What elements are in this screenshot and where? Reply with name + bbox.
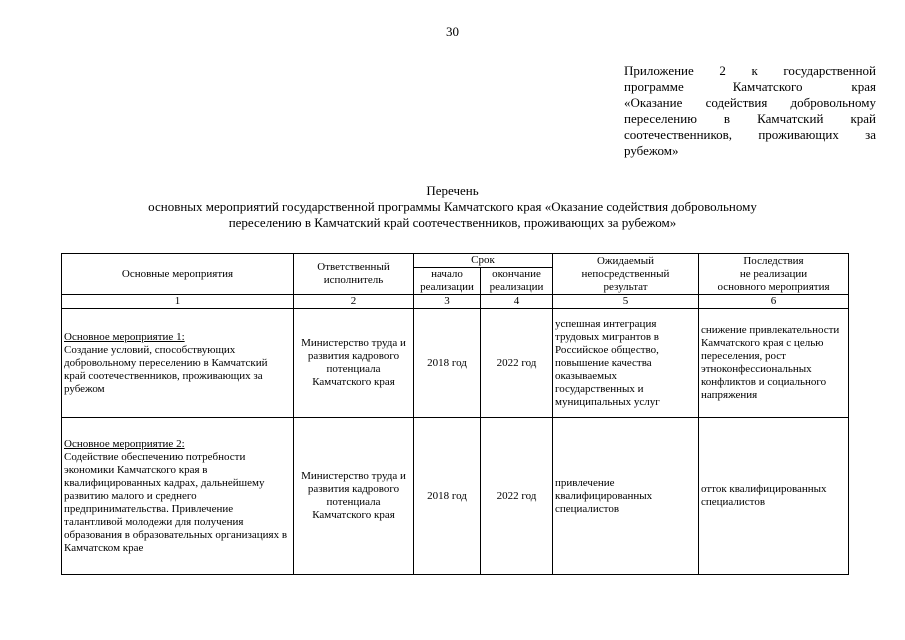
header-start-line: начало (431, 268, 463, 280)
column-number: 2 (294, 295, 414, 309)
measure-cell (62, 309, 294, 418)
executor-cell: Министерство труда и развития кадрового потенциала Камчатского края (294, 418, 414, 575)
header-consequences-line: основного мероприятия (717, 280, 830, 293)
heading-title: Перечень (426, 183, 479, 198)
appendix-note (624, 63, 876, 159)
heading-line: основных мероприятий государственной программы Камчатского края «Оказание содействия добровольному (148, 199, 757, 214)
document-heading (40, 183, 865, 231)
heading-line: переселению в Камчатский край соотечественников, проживающих за рубежом» (228, 215, 677, 230)
column-number: 4 (481, 295, 553, 309)
consequences-cell: отток квалифицированных специалистов (699, 418, 849, 575)
table-row (62, 309, 849, 418)
consequences-cell: снижение привлекательности Камчатского края с целью переселения, рост этноконфессиональных конфликтов и социального напряжения (699, 309, 849, 418)
header-start-line: реализации (420, 281, 474, 293)
appendix-line: программе Камчатского края (624, 79, 876, 94)
header-result (553, 254, 699, 295)
page-number: 30 (446, 24, 459, 39)
measure-text: Содействие обеспечению потребности экономики Камчатского края в квалифицированных кадрах, дальнейшему развитию малого и среднего предпринимательства. Привлечение талантливой молодежи для получения образования в образовательных организациях в Камчатском крае (64, 450, 288, 554)
header-end (481, 268, 553, 295)
header-result-line: непосредственный (581, 267, 670, 280)
measures-table (61, 253, 849, 575)
header-start (414, 268, 481, 295)
header-executor (294, 254, 414, 295)
header-measures: Основные мероприятия (62, 254, 294, 295)
appendix-line: рубежом» (624, 143, 679, 158)
measure-title: Основное мероприятие 2: (64, 437, 185, 450)
start-cell: 2018 год (414, 418, 481, 575)
measure-cell (62, 418, 294, 575)
header-result-line: результат (603, 280, 648, 293)
header-executor-line: Ответственный (317, 261, 390, 273)
header-result-line: Ожидаемый (596, 254, 655, 267)
header-consequences-line: Последствия (743, 254, 804, 267)
column-number-row (62, 295, 849, 309)
result-cell: успешная интеграция трудовых мигрантов в Российское общество, повышение качества оказываемых государственных и муниципальных услуг (553, 309, 699, 418)
measure-text: Создание условий, способствующих добровольному переселению в Камчатский край соотечественников, проживающих за рубежом (64, 343, 268, 395)
measure-title: Основное мероприятие 1: (64, 330, 185, 343)
appendix-line: соотечественников, проживающих за (624, 127, 876, 142)
table-row (62, 418, 849, 575)
header-end-line: реализации (489, 281, 544, 293)
appendix-line: Приложение 2 к государственной (624, 63, 876, 78)
appendix-line: «Оказание содействия добровольному (624, 95, 876, 110)
header-consequences-line: не реализации (739, 267, 808, 280)
header-term: Срок (414, 254, 553, 268)
result-cell: привлечение квалифицированных специалистов (553, 418, 699, 575)
column-number: 5 (553, 295, 699, 309)
header-end-line: окончание (492, 268, 541, 280)
column-number: 3 (414, 295, 481, 309)
header-executor-line: исполнитель (323, 274, 384, 286)
header-consequences (699, 254, 849, 295)
end-cell: 2022 год (481, 418, 553, 575)
executor-cell: Министерство труда и развития кадрового потенциала Камчатского края (294, 309, 414, 418)
appendix-line: переселению в Камчатский край (624, 111, 876, 126)
column-number: 1 (62, 295, 294, 309)
end-cell: 2022 год (481, 309, 553, 418)
column-number: 6 (699, 295, 849, 309)
start-cell: 2018 год (414, 309, 481, 418)
